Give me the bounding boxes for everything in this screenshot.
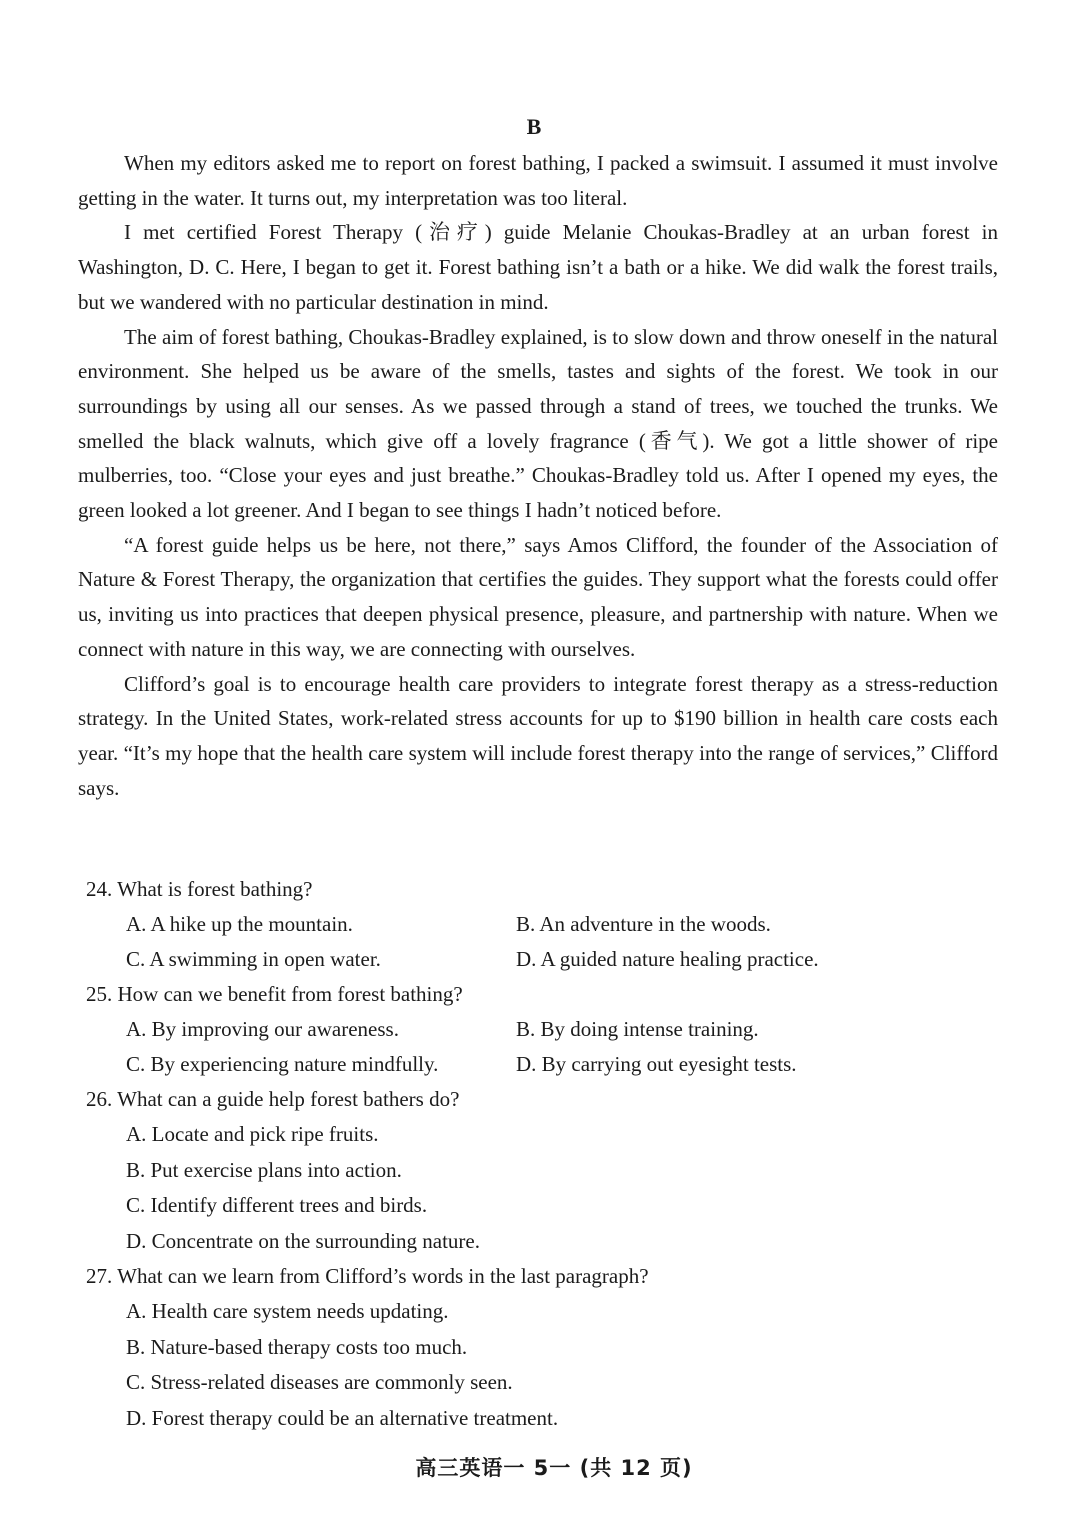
question-options [86,1012,1006,1082]
question-26 [86,1082,1006,1259]
option-d: D. A guided nature healing practice. [516,947,819,971]
option-a: A. By improving our awareness. [126,1017,399,1041]
option-c: C. By experiencing nature mindfully. [126,1052,439,1076]
option-a: A. Locate and pick ripe fruits. [126,1122,379,1146]
question-stem: 25. How can we benefit from forest bathing? [86,982,463,1006]
option-d: D. Forest therapy could be an alternative treatment. [126,1405,559,1430]
question-options [86,907,1006,977]
question-list [86,872,1006,1436]
question-stem: 26. What can a guide help forest bathers do? [86,1087,460,1111]
option-c: C. A swimming in open water. [126,947,381,971]
option-c: C. Stress-related diseases are commonly seen. [126,1370,513,1394]
option-d: D. Concentrate on the surrounding nature. [126,1228,480,1253]
question-options [86,1117,1006,1259]
section-heading: B [526,114,542,139]
question-24 [86,872,1006,977]
option-d: D. By carrying out eyesight tests. [516,1052,797,1076]
passage-paragraph-2: I met certified Forest Therapy (治疗) guide Melanie Choukas-Bradley at an urban forest in Washington, D. C. Here, I began to get it. Forest bathing isn’t a bath or a hike. We did walk the forest trails, but we wandered with no particular destination in mind. [78,220,998,314]
question-25 [86,977,1006,1082]
option-b: B. Put exercise plans into action. [126,1157,402,1182]
passage-paragraph-1: When my editors asked me to report on forest bathing, I packed a swimsuit. I assumed it must involve getting in the water. It turns out, my interpretation was too literal. [78,151,998,210]
option-b: B. Nature-based therapy costs too much. [126,1334,468,1359]
question-stem: 24. What is forest bathing? [86,877,313,901]
option-a: A. A hike up the mountain. [126,912,353,936]
passage-paragraph-5: Clifford’s goal is to encourage health care providers to integrate forest therapy as a stress-reduction strategy. In the United States, work-related stress accounts for up to $190 billion in health care costs each year. “It’s my hope that the health care system will include forest therapy into the range of services,” Clifford says. [78,671,998,800]
question-stem: 27. What can we learn from Clifford’s words in the last paragraph? [86,1264,649,1288]
passage-paragraph-4: “A forest guide helps us be here, not there,” says Amos Clifford, the founder of the Association of Nature & Forest Therapy, the organization that certifies the guides. They support what the forests could offer us, inviting us into practices that deepen physical presence, pleasure, and partnership with nature. When we connect with nature in this way, we are connecting with ourselves. [78,532,998,661]
option-b: B. By doing intense training. [516,1017,759,1041]
option-b: B. An adventure in the woods. [516,912,771,936]
option-a: A. Health care system needs updating. [126,1299,449,1323]
passage-paragraph-3: The aim of forest bathing, Choukas-Bradley explained, is to slow down and throw oneself in the natural environment. She helped us be aware of the smells, tastes and sights of the forest. We took in our surroundings by using all our senses. As we passed through a stand of trees, we touched the trunks. We smelled the black walnuts, which give off a lovely fragrance (香气). We got a little shower of ripe mulberries, too. “Close your eyes and just breathe.” Choukas-Bradley told us. After I opened my eyes, the green looked a lot greener. And I began to see things I hadn’t noticed before. [78,324,998,523]
question-27 [86,1259,1006,1436]
reading-passage [78,146,998,805]
question-options [86,1294,1006,1436]
page-footer: 高三英语一 5一 (共 12 页) [415,1456,693,1480]
option-c: C. Identify different trees and birds. [126,1193,428,1217]
